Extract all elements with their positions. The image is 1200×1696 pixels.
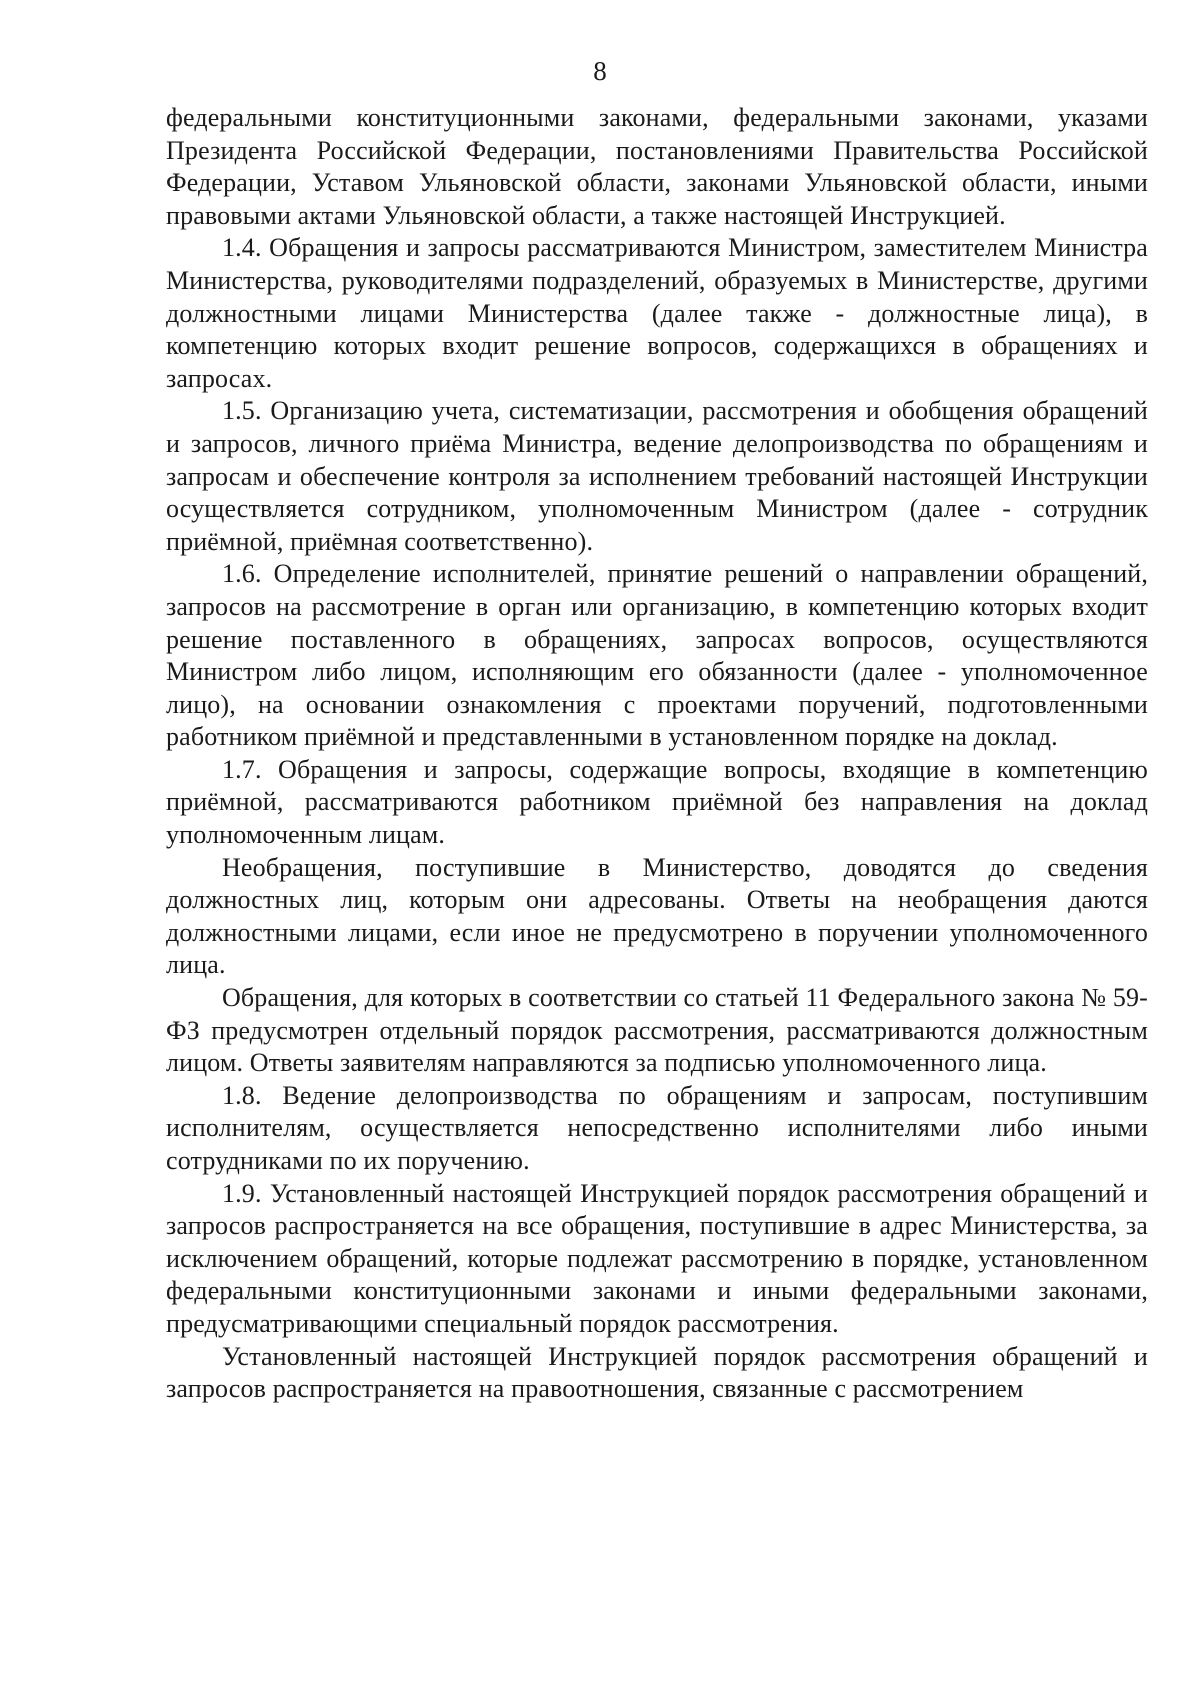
paragraph-1-7: 1.7. Обращения и запросы, содержащие вопросы, входящие в компетенцию приёмной, рассматриваются работником приёмной без направления на доклад уполномоченным лицам.	[166, 754, 1148, 850]
paragraph-article-11: Обращения, для которых в соответствии со статьей 11 Федерального закона № 59-ФЗ предусмотрен отдельный порядок рассмотрения, рассматриваются должностным лицом. Ответы заявителям направляются за подписью уполномоченного лица.	[166, 983, 1148, 1078]
paragraph-1-9: 1.9. Установленный настоящей Инструкцией порядок рассмотрения обращений и запросов распространяется на все обращения, поступившие в адрес Министерства, за исключением обращений, которые подлежат рассмотрению в порядке, установленном федеральными конституционными законами и иными федеральными законами, предусматривающими специальный порядок рассмотрения.	[166, 1178, 1148, 1338]
paragraph-1-8: 1.8. Ведение делопроизводства по обращениям и запросам, поступившим исполнителям, осуществляется непосредственно исполнителями либо иными сотрудниками по их поручению.	[166, 1080, 1148, 1175]
document-body	[166, 102, 1148, 1406]
paragraph-non-appeals: Необращения, поступившие в Министерство, доводятся до сведения должностных лиц, которым они адресованы. Ответы на необращения даются должностными лицами, если иное не предусмотрено в поручении уполномоченного лица.	[166, 852, 1148, 980]
paragraph-continuation: федеральными конституционными законами, федеральными законами, указами Президента Российской Федерации, постановлениями Правительства Российской Федерации, Уставом Ульяновской области, законами Ульяновской области, иными правовыми актами Ульяновской области, а также настоящей Инструкцией.	[166, 103, 1148, 230]
paragraph-scope: Установленный настоящей Инструкцией порядок рассмотрения обращений и запросов распространяется на правоотношения, связанные с рассмотрением	[166, 1341, 1148, 1404]
page-number: 8	[593, 56, 607, 86]
paragraph-1-4: 1.4. Обращения и запросы рассматриваются Министром, заместителем Министра Министерства, руководителями подразделений, образуемых в Министерстве, другими должностными лицами Министерства (далее также - должностные лица), в компетенцию которых входит решение вопросов, содержащихся в обращениях и запросах.	[166, 233, 1148, 393]
paragraph-1-6: 1.6. Определение исполнителей, принятие решений о направлении обращений, запросов на рассмотрение в орган или организацию, в компетенцию которых входит решение поставленного в обращениях, запросах вопросов, осуществляются Министром либо лицом, исполняющим его обязанности (далее - уполномоченное лицо), на основании ознакомления с проектами поручений, подготовленными работником приёмной и представленными в установленном порядке на доклад.	[166, 559, 1148, 752]
paragraph-1-5: 1.5. Организацию учета, систематизации, рассмотрения и обобщения обращений и запросов, личного приёма Министра, ведение делопроизводства по обращениям и запросам и обеспечение контроля за исполнением требований настоящей Инструкции осуществляется сотрудником, уполномоченным Министром (далее - сотрудник приёмной, приёмная соответственно).	[166, 396, 1148, 556]
